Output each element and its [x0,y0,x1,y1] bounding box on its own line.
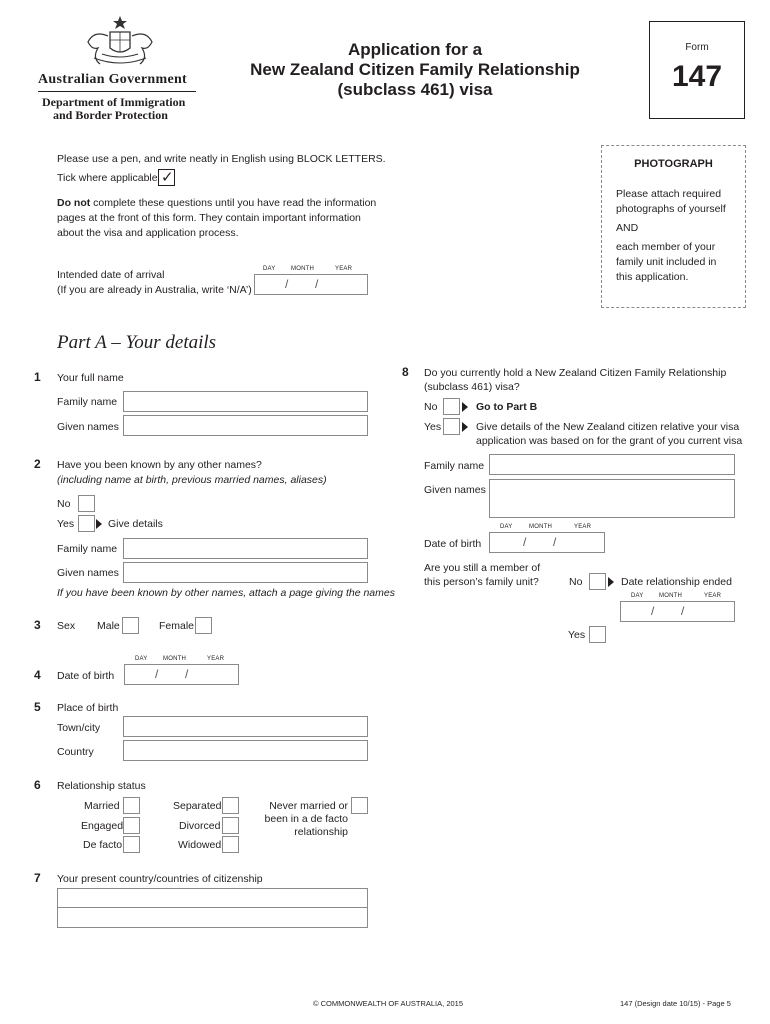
arrow-right-icon [96,519,102,529]
photograph-title: PHOTOGRAPH [634,158,713,170]
q8-question-line2: (subclass 461) visa? [424,381,520,393]
photo-line2: photographs of yourself [616,203,726,215]
date-separator: / [185,667,189,681]
q2-no-checkbox[interactable] [78,495,95,512]
date-separator: / [523,535,527,549]
q3-female-label: Female [159,620,195,632]
q4-month-label: MONTH [163,656,186,662]
q6-widowed-label: Widowed [178,839,222,851]
q6-never-line2: been in a de facto [264,813,348,825]
date-separator: / [315,277,319,291]
photo-line4: family unit included in [616,256,717,268]
arrow-right-icon [462,402,468,412]
q5-town-input[interactable] [123,716,368,737]
q8-question-line1: Do you currently hold a New Zealand Citizen Family Relationship [424,367,727,379]
date-separator: / [651,604,655,618]
form-title-line2: New Zealand Citizen Family Relationship [250,60,580,79]
q8-family-name-label: Family name [424,460,485,472]
q8-date-of-birth-input[interactable] [489,532,605,553]
q2-attach-note: If you have been known by other names, attach a page giving the names [57,587,395,599]
arrival-date-input[interactable] [254,274,368,295]
q5-town-label: Town/city [57,722,101,734]
arrival-date-label: Intended date of arrival [57,269,165,281]
q8-day-label: DAY [500,524,513,530]
q5-country-label: Country [57,746,94,758]
arrow-right-icon [608,577,614,587]
q2-yes-checkbox[interactable] [78,515,95,532]
q8-date-ended-input[interactable] [620,601,735,622]
warning-line2: pages at the front of this form. They contain important information [57,212,361,224]
q3-male-label: Male [97,620,120,632]
q8-year-label: YEAR [574,524,592,530]
warning-bold: Do not [57,197,91,209]
q5-number: 5 [34,700,41,714]
q8-still-yes-label: Yes [568,629,586,641]
photograph-box [601,145,746,308]
q8-month-label: MONTH [529,524,552,530]
q2-hint: (including name at birth, previous married names, aliases) [57,474,327,486]
q8-give-details-line1: Give details of the New Zealand citizen relative your visa [476,421,740,433]
date-separator: / [285,277,289,291]
q6-number: 6 [34,778,41,792]
header-rule [38,91,196,92]
warning-line3: about the visa and application process. [57,227,239,239]
q6-defacto-checkbox[interactable] [123,836,140,853]
q8-date-ended-label: Date relationship ended [621,576,732,588]
government-name: Australian Government [38,72,188,87]
q8-still-no-label: No [569,576,583,588]
q7-citizenship-input-1[interactable] [57,888,368,908]
tick-instruction: Tick where applicable [57,172,158,184]
form-title-line3: (subclass 461) visa [337,80,493,99]
date-separator: / [553,535,557,549]
q6-separated-checkbox[interactable] [222,797,239,814]
form-number-box [649,21,745,119]
part-a-title: Part A – Your details [57,332,217,353]
form-number: 147 [671,60,723,93]
q8-given-names-label: Given names [424,484,486,496]
q4-date-of-birth-input[interactable] [124,664,239,685]
q6-widowed-checkbox[interactable] [222,836,239,853]
q8-ended-day-label: DAY [631,593,644,599]
q6-separated-label: Separated [173,800,222,812]
q6-married-checkbox[interactable] [123,797,140,814]
date-separator: / [155,667,159,681]
q6-never-married-checkbox[interactable] [351,797,368,814]
q4-question: Date of birth [57,670,115,682]
q6-never-line3: relationship [294,826,348,838]
q6-divorced-label: Divorced [179,820,221,832]
q8-no-checkbox[interactable] [443,398,460,415]
q2-no-label: No [57,498,71,510]
q1-number: 1 [34,370,41,384]
q2-question: Have you been known by any other names? [57,459,262,471]
arrival-month-label: MONTH [291,266,314,272]
q2-family-name-input[interactable] [123,538,368,559]
q6-never-line1: Never married or [269,800,348,812]
photo-line3: each member of your [616,241,716,253]
read-info-warning [57,196,376,241]
photo-and: AND [616,222,639,234]
q8-still-yes-checkbox[interactable] [589,626,606,643]
q8-go-to-part-b: Go to Part B [476,401,538,413]
q2-family-name-label: Family name [57,543,118,555]
q8-date-of-birth-label: Date of birth [424,538,482,550]
q8-yes-checkbox[interactable] [443,418,460,435]
coat-of-arms-logo [80,14,160,70]
q6-engaged-label: Engaged [81,820,124,832]
q2-yes-label: Yes [57,518,75,530]
form-title-line1: Application for a [347,40,483,59]
q8-no-label: No [424,401,438,413]
q7-question: Your present country/countries of citizenship [57,873,263,885]
department-name-line1: Department of Immigration [42,95,186,109]
q4-day-label: DAY [135,656,148,662]
q2-number: 2 [34,457,41,471]
photo-line5: this application. [616,271,689,283]
q5-question: Place of birth [57,702,119,714]
q8-still-member-line1: Are you still a member of [424,562,541,574]
q6-divorced-checkbox[interactable] [222,817,239,834]
tick-mark-icon: ✓ [161,169,174,186]
q8-family-name-input[interactable] [489,454,735,475]
q6-married-label: Married [84,800,120,812]
q2-given-names-input[interactable] [123,562,368,583]
q3-question: Sex [57,620,76,632]
q8-given-names-input[interactable] [489,479,735,518]
warning-line1: complete these questions until you have read the information [90,197,377,209]
q6-never-married-label [262,800,348,839]
q1-question: Your full name [57,372,124,384]
q8-yes-label: Yes [424,421,442,433]
q8-ended-year-label: YEAR [704,593,722,599]
q8-give-details-line2: application was based on for the grant of you current visa [476,435,743,447]
arrow-right-icon [462,422,468,432]
footer-page-number: 147 (Design date 10/15) - Page 5 [620,999,731,1008]
q6-defacto-label: De facto [83,839,123,851]
q3-female-checkbox[interactable] [195,617,212,634]
footer-copyright: © COMMONWEALTH OF AUSTRALIA, 2015 [313,999,463,1008]
arrival-year-label: YEAR [335,266,353,272]
q3-number: 3 [34,618,41,632]
tick-example-box [158,169,175,186]
q1-given-names-label: Given names [57,421,119,433]
q8-still-member-line2: this person’s family unit? [424,576,539,588]
form-title [230,40,600,100]
q8-ended-month-label: MONTH [659,593,682,599]
q3-male-checkbox[interactable] [122,617,139,634]
date-separator: / [681,604,685,618]
q8-number: 8 [402,365,409,379]
form-label: Form [685,42,709,53]
q1-given-names-input[interactable] [123,415,368,436]
pen-instruction: Please use a pen, and write neatly in English using BLOCK LETTERS. [57,153,386,165]
q5-country-input[interactable] [123,740,368,761]
q8-still-no-checkbox[interactable] [589,573,606,590]
q2-give-details: Give details [108,518,163,530]
q1-family-name-label: Family name [57,396,118,408]
q1-family-name-input[interactable] [123,391,368,412]
q6-question: Relationship status [57,780,146,792]
photo-line1: Please attach required [616,188,722,200]
department-name-line2: and Border Protection [53,108,168,122]
q4-year-label: YEAR [207,656,225,662]
arrival-date-hint: (If you are already in Australia, write ‘N/A’) [57,284,252,296]
q7-citizenship-input-2[interactable] [57,908,368,928]
q7-number: 7 [34,871,41,885]
q6-engaged-checkbox[interactable] [123,817,140,834]
q2-given-names-label: Given names [57,567,119,579]
arrival-day-label: DAY [263,266,276,272]
photograph-instructions [616,187,726,285]
q4-number: 4 [34,668,41,682]
